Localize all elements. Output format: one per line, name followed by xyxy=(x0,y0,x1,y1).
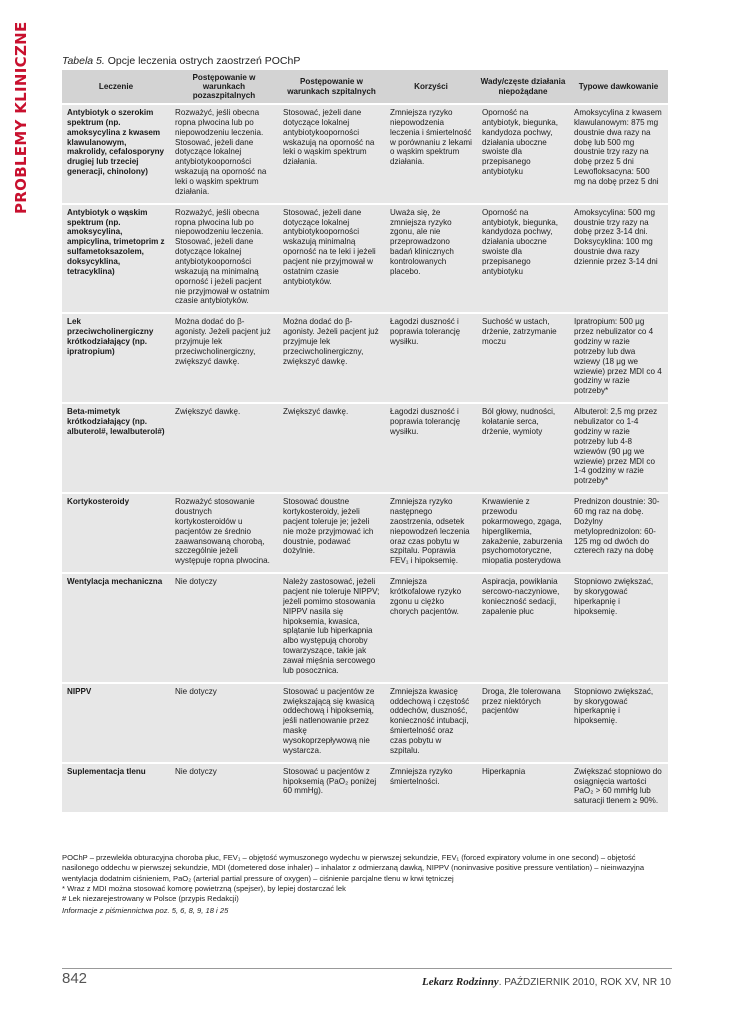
table-row xyxy=(62,763,668,812)
table-cell: Rozważyć, jeśli obecna ropna plwocina lub po niepowodzeniu leczenia. Stosować, jeżeli dane dotyczące lokalnej antybiotykooporności wskazują na minimalną oporność i jeżeli pacjent nie przyjmował w ostatnim czasie antybiotyków. xyxy=(170,204,278,314)
treatment-cell: Kortykosteroidy xyxy=(62,493,170,573)
table-row xyxy=(62,683,668,763)
table-cell: Nie dotyczy xyxy=(170,763,278,812)
treatment-table xyxy=(62,70,668,812)
treatment-cell: Beta-mimetyk krótkodziałający (np. albuterol#, lewalbuterol#) xyxy=(62,403,170,493)
table-cell: Amoksycylina z kwasem klawulanowym: 875 mg doustnie dwa razy na dobę lub 500 mg doustnie trzy razy na dobę przez 5 dni Lewofloksacyna: 500 mg na dobę przez 5 dni xyxy=(569,104,668,204)
header-cell: Typowe dawkowanie xyxy=(569,70,668,104)
table-cell: Zwiększyć dawkę. xyxy=(278,403,385,493)
table-row xyxy=(62,493,668,573)
table-cell: Stosować doustne kortykosteroidy, jeżeli pacjent toleruje je; jeżeli nie może przyjmować ich doustnie, podawać dożylnie. xyxy=(278,493,385,573)
treatment-cell: Suplementacja tlenu xyxy=(62,763,170,812)
treatment-cell: NIPPV xyxy=(62,683,170,763)
table-caption xyxy=(62,55,300,67)
table-cell: Uważa się, że zmniejsza ryzyko zgonu, ale nie przeprowadzono badań klinicznych kontrolowanych placebo. xyxy=(385,204,477,314)
abbreviations-note: POChP – przewlekła obturacyjna choroba płuc, FEV₁ – objętość wymuszonego wydechu w pierwszej sekundzie, FEV₁ (forced expiratory volume in one second) – objętość nasilonego oddechu w pierwszej sekundzie, MDI (dometered dose inhaler) – inhalator z odmierzaną dawką, NIPPV (noninvasive positive pressure ventilation) – nieinwazyjna wentylacja dodatnim ciśnieniem, PaO₂ (arterial partial pressure of oxygen) – ciśnienie parcjalne tlenu w krwi tętniczej xyxy=(62,853,645,883)
table-cell: Amoksycylina: 500 mg doustnie trzy razy na dobę przez 3-14 dni. Doksycyklina: 100 mg doustnie dwa razy dziennie przez 3-14 dni xyxy=(569,204,668,314)
table-cell: Można dodać do β-agonisty. Jeżeli pacjent już przyjmuje lek przeciwcholinergiczny, zwiększyć dawkę. xyxy=(170,313,278,403)
journal-name: Lekarz Rodzinny xyxy=(421,976,499,988)
table-row xyxy=(62,204,668,314)
treatment-cell: Antybiotyk o wąskim spektrum (np. amoksycylina, ampicylina, trimetoprim z sulfametoksazolem, doksycyklina, tetracyklina) xyxy=(62,204,170,314)
table-cell: Zwiększać stopniowo do osiągnięcia wartości PaO₂ > 60 mmHg lub saturacji tlenem ≥ 90%. xyxy=(569,763,668,812)
table-cell: Stosować, jeżeli dane dotyczące lokalnej antybiotykooporności wskazują na oporność na leki o wąskim spektrum działania. xyxy=(278,104,385,204)
header-cell: Korzyści xyxy=(385,70,477,104)
table-header xyxy=(62,70,668,104)
references-note: Informacje z piśmiennictwa poz. 5, 6, 8, 9, 18 i 25 xyxy=(62,906,229,916)
table-cell: Zmniejsza ryzyko niepowodzenia leczenia i śmiertelność w porównaniu z lekami o wąskim spektrum działania. xyxy=(385,104,477,204)
table-cell: Droga, źle tolerowana przez niektórych pacjentów xyxy=(477,683,569,763)
table-cell: Stosować u pacjentów ze zwiększającą się kwasicą oddechową i hipoksemią, jeśli natlenowanie przez maskę wysokoprzepływową nie wystarcza. xyxy=(278,683,385,763)
table-caption-title: Opcje leczenia ostrych zaostrzeń POChP xyxy=(104,55,301,67)
footer-citation xyxy=(422,976,671,988)
table-cell: Hiperkapnia xyxy=(477,763,569,812)
table-cell: Prednizon doustnie: 30-60 mg raz na dobę. Dożylny metyloprednizolon: 60-125 mg od dwóch do czterech razy na dobę xyxy=(569,493,668,573)
treatment-cell: Antybiotyk o szerokim spektrum (np. amoksycylina z kwasem klawulanowym, makrolidy, cefalosporyny drugiej lub trzeciej generacji, chinolony) xyxy=(62,104,170,204)
table-cell: Stopniowo zwiększać, by skorygować hiperkapnię i hipoksemię. xyxy=(569,683,668,763)
header-cell: Postępowanie w warunkach szpitalnych xyxy=(278,70,385,104)
table-cell: Ipratropium: 500 μg przez nebulizator co 4 godziny w razie potrzeby lub dwa wziewy (18 μg we wziewie) przez MDI co 4 godziny w razie potrzeby* xyxy=(569,313,668,403)
header-cell: Wady/częste działania niepożądane xyxy=(477,70,569,104)
table-cell: Można dodać do β-agonisty. Jeżeli pacjent już przyjmuje lek przeciwcholinergiczny, zwiększyć dawkę. xyxy=(278,313,385,403)
table-cell: Stopniowo zwiększać, by skorygować hiperkapnię i hipoksemię. xyxy=(569,573,668,683)
table-cell: Ból głowy, nudności, kołatanie serca, drżenie, wymioty xyxy=(477,403,569,493)
table-row xyxy=(62,573,668,683)
table-cell: Zmniejsza krótkofalowe ryzyko zgonu u ciężko chorych pacjentów. xyxy=(385,573,477,683)
table-cell: Aspiracja, powikłania sercowo-naczyniowe, konieczność sedacji, zapalenie płuc xyxy=(477,573,569,683)
section-label xyxy=(12,21,32,218)
asterisk-note: * Wraz z MDI można stosować komorę powietrzną (spejser), by lepiej dostarczać lek xyxy=(62,883,346,893)
table-cell: Zmniejsza ryzyko następnego zaostrzenia, odsetek niepowodzeń leczenia oraz czas pobytu w szpitalu. Poprawia FEV₁ i hipoksemię. xyxy=(385,493,477,573)
table-cell: Łagodzi duszność i poprawia tolerancję wysiłku. xyxy=(385,403,477,493)
table-notes xyxy=(62,853,672,917)
table-cell: Zmniejsza kwasicę oddechową i częstość oddechów, duszność, konieczność intubacji, śmiertelność oraz czas pobytu w szpitalu. xyxy=(385,683,477,763)
issue-info: . PAŹDZIERNIK 2010, ROK XV, NR 10 xyxy=(498,977,671,988)
table-cell: Nie dotyczy xyxy=(170,573,278,683)
page-number: 842 xyxy=(62,970,88,987)
table-row xyxy=(62,104,668,204)
table-cell: Krwawienie z przewodu pokarmowego, zgaga, hiperglikemia, zakażenie, zaburzenia psychomotoryczne, miopatia posterydowa xyxy=(477,493,569,573)
section-label-text: PROBLEMY KLINICZNE xyxy=(12,21,30,214)
table-cell: Suchość w ustach, drżenie, zatrzymanie moczu xyxy=(477,313,569,403)
table-cell: Oporność na antybiotyk, biegunka, kandydoza pochwy, działania uboczne swoiste dla przepisanego antybiotyku xyxy=(477,204,569,314)
table-caption-number: Tabela 5. xyxy=(62,55,105,67)
table-cell: Stosować u pacjentów z hipoksemią (PaO₂ poniżej 60 mmHg). xyxy=(278,763,385,812)
table-cell: Należy zastosować, jeżeli pacjent nie toleruje NIPPV; jeżeli pomimo stosowania NIPPV nasila się hipoksemia, kwasica, splątanie lub hiperkapnia albo występują choroby towarzyszące, takie jak zawał mięśnia sercowego lub posocznica. xyxy=(278,573,385,683)
header-cell: Leczenie xyxy=(62,70,170,104)
treatment-cell: Wentylacja mechaniczna xyxy=(62,573,170,683)
treatment-cell: Lek przeciwcholinergiczny krótkodziałający (np. ipratropium) xyxy=(62,313,170,403)
table-row xyxy=(62,403,668,493)
table-cell: Oporność na antybiotyk, biegunka, kandydoza pochwy, działania uboczne swoiste dla przepisanego antybiotyku xyxy=(477,104,569,204)
table-cell: Nie dotyczy xyxy=(170,683,278,763)
table-row xyxy=(62,313,668,403)
footer-divider xyxy=(62,968,672,969)
table-cell: Rozważyć, jeśli obecna ropna plwocina lub po niepowodzeniu leczenia. Stosować, jeżeli dane dotyczące lokalnej antybiotykooporności wskazują na oporność na leki o wąskim spektrum działania. xyxy=(170,104,278,204)
header-cell: Postępowanie w warunkach pozaszpitalnych xyxy=(170,70,278,104)
table-cell: Rozważyć stosowanie doustnych kortykosteroidów u pacjentów ze średnio zaawansowaną chorobą, szczególnie jeżeli występuje ropna plwocina. xyxy=(170,493,278,573)
table-cell: Zwiększyć dawkę. xyxy=(170,403,278,493)
table-cell: Zmniejsza ryzyko śmiertelności. xyxy=(385,763,477,812)
table-cell: Stosować, jeżeli dane dotyczące lokalnej antybiotykooporności wskazują minimalną oporność na te leki i jeżeli pacjent nie przyjmował w ostatnim czasie antybiotyków. xyxy=(278,204,385,314)
table-cell: Łagodzi duszność i poprawia tolerancję wysiłku. xyxy=(385,313,477,403)
hash-note: # Lek niezarejestrowany w Polsce (przypis Redakcji) xyxy=(62,894,239,903)
table-cell: Albuterol: 2,5 mg przez nebulizator co 1-4 godziny w razie potrzeby lub 4-8 wziewów (90 μg we wziewie) przez MDI co 1-4 godziny w razie potrzeby* xyxy=(569,403,668,493)
